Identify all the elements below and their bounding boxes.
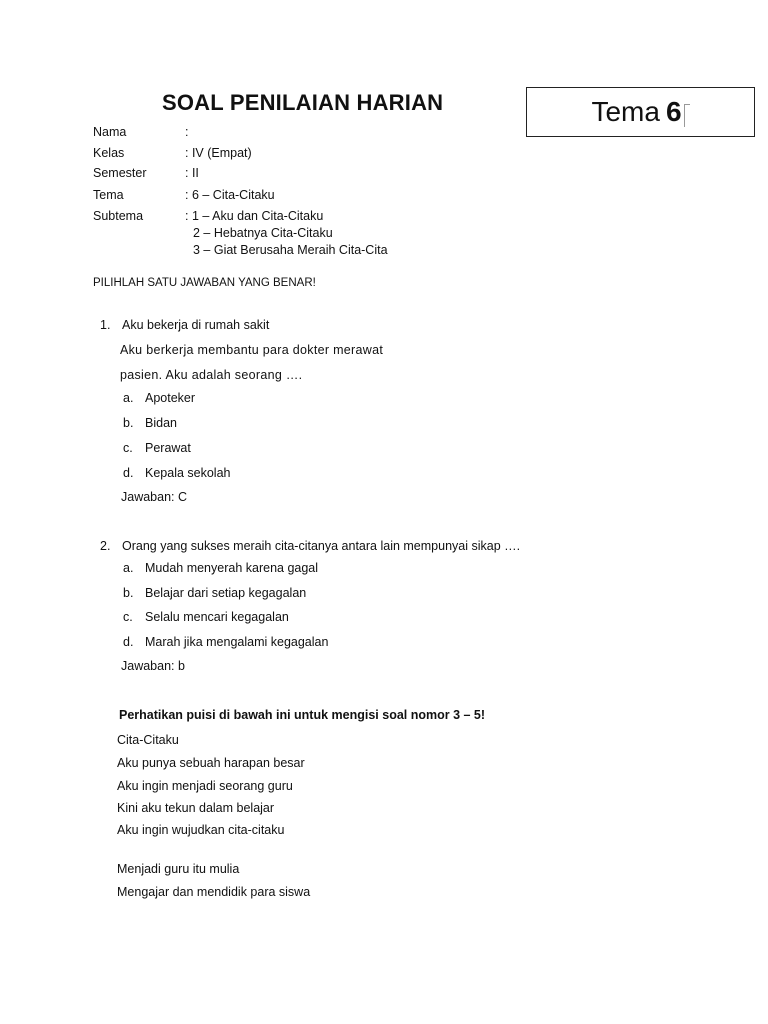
question-2-number: 2. xyxy=(100,539,111,553)
tema-value: : 6 – Cita-Citaku xyxy=(185,188,275,202)
question-1-line-1: Aku bekerja di rumah sakit xyxy=(122,318,270,332)
q2-option-c-text: Selalu mencari kegagalan xyxy=(145,610,289,624)
tema-box-label: Tema xyxy=(591,96,660,127)
subtema-value-1: : 1 – Aku dan Cita-Citaku xyxy=(185,209,324,223)
poem-line: Menjadi guru itu mulia xyxy=(117,862,240,876)
q1-option-c-letter: c. xyxy=(123,441,133,455)
poem-line: Aku ingin menjadi seorang guru xyxy=(117,779,293,793)
question-1-line-2: Aku berkerja membantu para dokter merawat xyxy=(120,343,384,357)
q2-option-d-letter: d. xyxy=(123,635,134,649)
subtema-value-3: 3 – Giat Berusaha Meraih Cita-Cita xyxy=(193,243,388,257)
q1-option-d-letter: d. xyxy=(123,466,134,480)
kelas-value: : IV (Empat) xyxy=(185,146,252,160)
poem-line: Kini aku tekun dalam belajar xyxy=(117,801,275,815)
poem-line: Aku ingin wujudkan cita-citaku xyxy=(117,823,285,837)
q1-option-a-letter: a. xyxy=(123,391,134,405)
q2-answer: Jawaban: b xyxy=(121,659,185,673)
poem-line: Aku punya sebuah harapan besar xyxy=(117,756,305,770)
tema-box-number: 6 xyxy=(665,96,682,127)
q1-answer: Jawaban: C xyxy=(121,490,188,504)
q1-option-b-letter: b. xyxy=(123,416,134,430)
nama-value: : xyxy=(185,125,189,139)
poem-title: Cita-Citaku xyxy=(117,733,179,747)
q1-option-a-text: Apoteker xyxy=(145,391,196,405)
tema-box xyxy=(526,87,755,137)
q1-option-d-text: Kepala sekolah xyxy=(145,466,231,480)
kelas-label: Kelas xyxy=(93,146,125,160)
question-2-line-1: Orang yang sukses meraih cita-citanya antara lain mempunyai sikap …. xyxy=(122,539,521,553)
q2-option-d-text: Marah jika mengalami kegagalan xyxy=(145,635,329,649)
semester-label: Semester xyxy=(93,166,147,180)
question-1-line-3: pasien. Aku adalah seorang …. xyxy=(120,368,303,382)
instruction-text: PILIHLAH SATU JAWABAN YANG BENAR! xyxy=(93,277,316,289)
tema-label: Tema xyxy=(93,188,124,202)
subtema-value-2: 2 – Hebatnya Cita-Citaku xyxy=(193,226,333,240)
q2-option-b-text: Belajar dari setiap kegagalan xyxy=(145,586,307,600)
page-title: SOAL PENILAIAN HARIAN xyxy=(162,90,444,115)
nama-label: Nama xyxy=(93,125,127,139)
question-1-number: 1. xyxy=(100,318,111,332)
subtema-label: Subtema xyxy=(93,209,144,223)
poem-line: Mengajar dan mendidik para siswa xyxy=(117,885,311,899)
q2-option-a-text: Mudah menyerah karena gagal xyxy=(145,561,319,575)
q1-option-b-text: Bidan xyxy=(145,416,177,430)
q2-option-c-letter: c. xyxy=(123,610,133,624)
q2-option-b-letter: b. xyxy=(123,586,134,600)
text-cursor-mark xyxy=(684,104,690,127)
poem-intro: Perhatikan puisi di bawah ini untuk mengisi soal nomor 3 – 5! xyxy=(119,708,486,722)
semester-value: : II xyxy=(185,166,199,180)
q1-option-c-text: Perawat xyxy=(145,441,191,455)
q2-option-a-letter: a. xyxy=(123,561,134,575)
